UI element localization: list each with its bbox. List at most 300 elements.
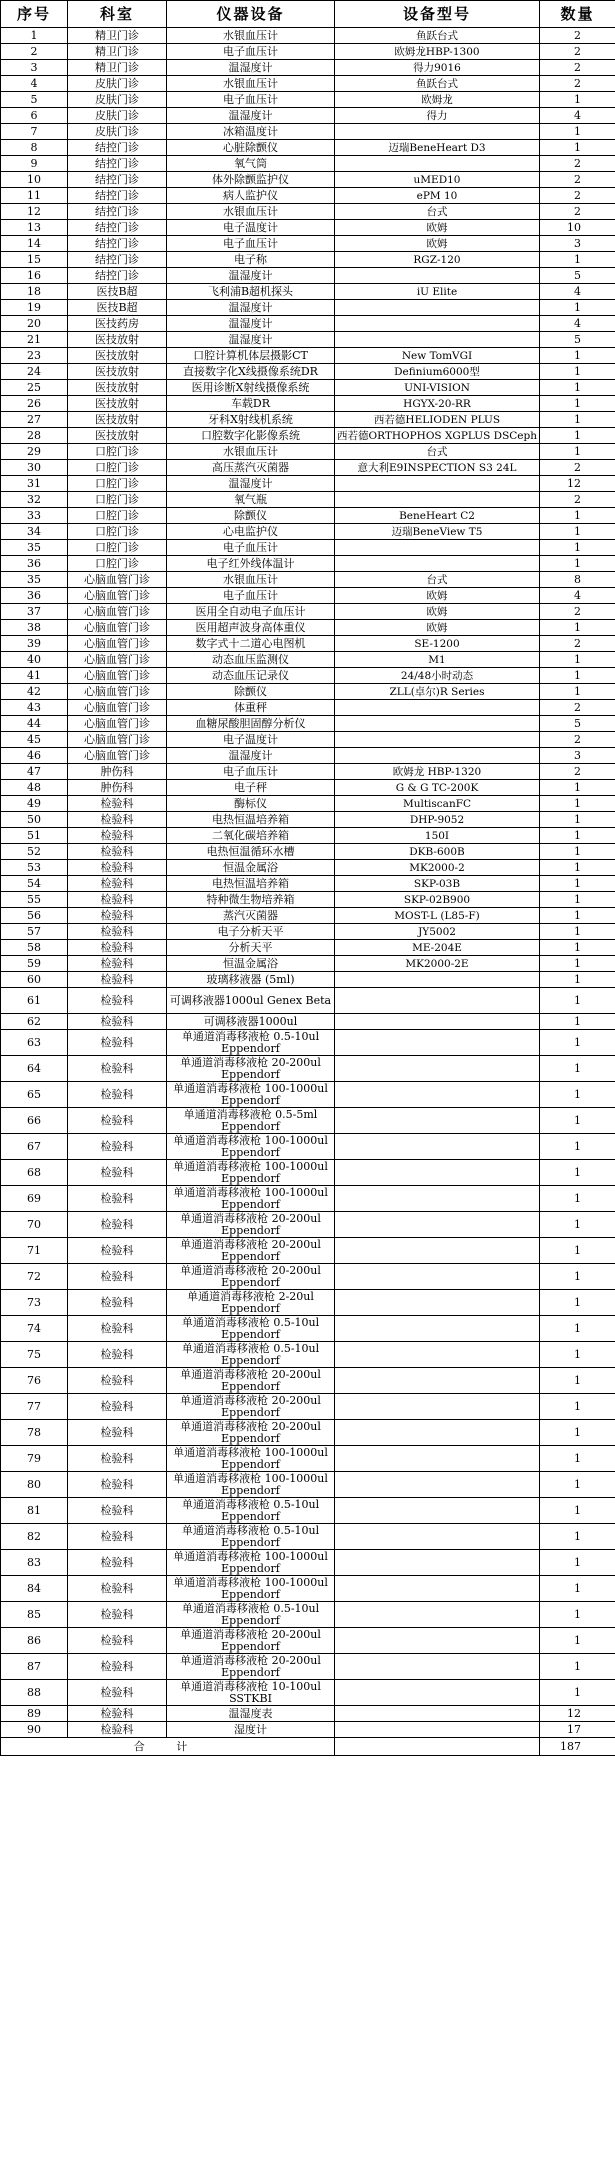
row-device: 温湿度计 (167, 748, 335, 764)
row-dept: 检验科 (68, 1498, 167, 1524)
row-dept: 口腔门诊 (68, 540, 167, 556)
row-no: 18 (1, 284, 68, 300)
row-dept: 检验科 (68, 940, 167, 956)
row-device: 体外除颤监护仪 (167, 172, 335, 188)
row-dept: 医技放射 (68, 348, 167, 364)
row-model (335, 1342, 540, 1368)
table-row (1, 780, 615, 796)
row-model: 欧姆龙 HBP-1320 (335, 764, 540, 780)
row-no: 74 (1, 1316, 68, 1342)
row-dept: 检验科 (68, 1368, 167, 1394)
table-row (1, 668, 615, 684)
row-device: 电子秤 (167, 780, 335, 796)
row-device: 电子温度计 (167, 732, 335, 748)
row-no: 59 (1, 956, 68, 972)
row-device: 单通道消毒移液枪 20-200ul Eppendorf (167, 1264, 335, 1290)
row-device: 单通道消毒移液枪 2-20ul Eppendorf (167, 1290, 335, 1316)
row-model: M1 (335, 652, 540, 668)
row-no: 77 (1, 1394, 68, 1420)
table-row (1, 28, 615, 44)
row-device: 单通道消毒移液枪 20-200ul Eppendorf (167, 1212, 335, 1238)
row-qty: 2 (540, 44, 615, 60)
row-dept: 检验科 (68, 1576, 167, 1602)
row-dept: 结控门诊 (68, 236, 167, 252)
row-device: 单通道消毒移液枪 100-1000ul Eppendorf (167, 1082, 335, 1108)
row-model: 欧姆龙 (335, 92, 540, 108)
row-no: 47 (1, 764, 68, 780)
row-no: 33 (1, 508, 68, 524)
row-dept: 检验科 (68, 908, 167, 924)
row-qty: 4 (540, 284, 615, 300)
row-no: 26 (1, 396, 68, 412)
row-no: 60 (1, 972, 68, 988)
row-model: DHP-9052 (335, 812, 540, 828)
row-model (335, 1446, 540, 1472)
row-model (335, 1628, 540, 1654)
row-no: 50 (1, 812, 68, 828)
row-qty: 2 (540, 60, 615, 76)
row-no: 88 (1, 1680, 68, 1706)
row-model: HGYX-20-RR (335, 396, 540, 412)
row-device: 动态血压记录仪 (167, 668, 335, 684)
row-no: 80 (1, 1472, 68, 1498)
row-dept: 结控门诊 (68, 252, 167, 268)
table-row (1, 876, 615, 892)
row-no: 23 (1, 348, 68, 364)
row-qty: 1 (540, 124, 615, 140)
row-dept: 心脑血管门诊 (68, 620, 167, 636)
row-qty: 1 (540, 524, 615, 540)
total-spacer (335, 1738, 540, 1756)
row-device: 冰箱温度计 (167, 124, 335, 140)
row-qty: 1 (540, 844, 615, 860)
row-no: 29 (1, 444, 68, 460)
row-no: 55 (1, 892, 68, 908)
row-no: 51 (1, 828, 68, 844)
row-device: 恒温金属浴 (167, 860, 335, 876)
row-model: 150I (335, 828, 540, 844)
row-model (335, 268, 540, 284)
row-model (335, 316, 540, 332)
row-model (335, 1316, 540, 1342)
row-no: 49 (1, 796, 68, 812)
row-dept: 检验科 (68, 1342, 167, 1368)
row-model: uMED10 (335, 172, 540, 188)
row-device: 可调移液器1000ul Genex Beta (167, 988, 335, 1014)
row-model: JY5002 (335, 924, 540, 940)
row-qty: 1 (540, 364, 615, 380)
row-dept: 检验科 (68, 1722, 167, 1738)
row-device: 心电监护仪 (167, 524, 335, 540)
table-row (1, 556, 615, 572)
table-row (1, 524, 615, 540)
row-no: 8 (1, 140, 68, 156)
row-dept: 检验科 (68, 924, 167, 940)
row-device: 电子血压计 (167, 540, 335, 556)
row-no: 19 (1, 300, 68, 316)
row-dept: 结控门诊 (68, 172, 167, 188)
row-model: New TomVGI (335, 348, 540, 364)
row-dept: 心脑血管门诊 (68, 652, 167, 668)
row-dept: 结控门诊 (68, 204, 167, 220)
row-model: SKP-03B (335, 876, 540, 892)
row-no: 81 (1, 1498, 68, 1524)
row-qty: 1 (540, 348, 615, 364)
row-no: 21 (1, 332, 68, 348)
row-device: 除颤仪 (167, 684, 335, 700)
row-qty: 1 (540, 780, 615, 796)
row-model: 欧姆 (335, 588, 540, 604)
table-row (1, 156, 615, 172)
row-model (335, 1134, 540, 1160)
row-model: 台式 (335, 204, 540, 220)
table-row (1, 332, 615, 348)
row-model (335, 1056, 540, 1082)
table-row (1, 940, 615, 956)
row-no: 83 (1, 1550, 68, 1576)
row-device: 温湿度计 (167, 316, 335, 332)
table-row (1, 1082, 615, 1108)
row-dept: 心脑血管门诊 (68, 716, 167, 732)
row-qty: 1 (540, 300, 615, 316)
row-qty: 1 (540, 1394, 615, 1420)
row-qty: 1 (540, 396, 615, 412)
row-device: 电子红外线体温计 (167, 556, 335, 572)
row-model: MOST-L (L85-F) (335, 908, 540, 924)
row-qty: 1 (540, 860, 615, 876)
row-model (335, 716, 540, 732)
row-qty: 1 (540, 652, 615, 668)
row-no: 90 (1, 1722, 68, 1738)
row-no: 86 (1, 1628, 68, 1654)
row-model (335, 1394, 540, 1420)
row-qty: 1 (540, 1576, 615, 1602)
table-body (1, 28, 615, 1738)
row-no: 67 (1, 1134, 68, 1160)
row-no: 30 (1, 460, 68, 476)
row-no: 37 (1, 604, 68, 620)
table-row (1, 540, 615, 556)
row-dept: 精卫门诊 (68, 60, 167, 76)
row-qty: 1 (540, 1498, 615, 1524)
row-dept: 检验科 (68, 1014, 167, 1030)
row-no: 71 (1, 1238, 68, 1264)
row-qty: 1 (540, 1524, 615, 1550)
row-model (335, 476, 540, 492)
row-dept: 检验科 (68, 1706, 167, 1722)
total-row (1, 1738, 615, 1756)
table-row (1, 60, 615, 76)
row-model: RGZ-120 (335, 252, 540, 268)
row-dept: 结控门诊 (68, 140, 167, 156)
table-row (1, 652, 615, 668)
row-dept: 检验科 (68, 844, 167, 860)
row-no: 75 (1, 1342, 68, 1368)
row-qty: 1 (540, 940, 615, 956)
row-no: 7 (1, 124, 68, 140)
row-qty: 1 (540, 140, 615, 156)
row-dept: 口腔门诊 (68, 508, 167, 524)
table-row (1, 1394, 615, 1420)
row-qty: 1 (540, 508, 615, 524)
row-dept: 肿伤科 (68, 780, 167, 796)
row-no: 64 (1, 1056, 68, 1082)
row-dept: 结控门诊 (68, 188, 167, 204)
row-qty: 2 (540, 188, 615, 204)
row-device: 电子血压计 (167, 44, 335, 60)
row-dept: 精卫门诊 (68, 44, 167, 60)
table-row (1, 364, 615, 380)
row-qty: 1 (540, 444, 615, 460)
table-row (1, 508, 615, 524)
table-row (1, 1134, 615, 1160)
row-dept: 检验科 (68, 1602, 167, 1628)
row-dept: 口腔门诊 (68, 556, 167, 572)
row-qty: 1 (540, 1030, 615, 1056)
table-row (1, 188, 615, 204)
row-dept: 检验科 (68, 1524, 167, 1550)
row-qty: 1 (540, 1160, 615, 1186)
row-model: 欧姆 (335, 604, 540, 620)
row-model: ZLL(卓尔)R Series (335, 684, 540, 700)
row-device: 飞利浦B超机探头 (167, 284, 335, 300)
row-device: 体重秤 (167, 700, 335, 716)
row-no: 54 (1, 876, 68, 892)
table-row (1, 252, 615, 268)
row-device: 单通道消毒移液枪 0.5-10ul Eppendorf (167, 1602, 335, 1628)
row-device: 单通道消毒移液枪 20-200ul Eppendorf (167, 1056, 335, 1082)
row-model (335, 732, 540, 748)
row-model: 台式 (335, 572, 540, 588)
row-model (335, 1014, 540, 1030)
row-dept: 心脑血管门诊 (68, 604, 167, 620)
row-model (335, 1498, 540, 1524)
row-model (335, 1160, 540, 1186)
row-qty: 2 (540, 204, 615, 220)
row-device: 单通道消毒移液枪 20-200ul Eppendorf (167, 1628, 335, 1654)
row-dept: 心脑血管门诊 (68, 748, 167, 764)
row-model: 24/48小时动态 (335, 668, 540, 684)
row-model (335, 1722, 540, 1738)
table-row (1, 316, 615, 332)
row-qty: 2 (540, 460, 615, 476)
table-row (1, 1420, 615, 1446)
row-no: 35 (1, 540, 68, 556)
row-no: 87 (1, 1654, 68, 1680)
row-dept: 检验科 (68, 1056, 167, 1082)
row-no: 16 (1, 268, 68, 284)
table-row (1, 1368, 615, 1394)
row-no: 65 (1, 1082, 68, 1108)
row-dept: 检验科 (68, 1134, 167, 1160)
row-model: MultiscanFC (335, 796, 540, 812)
row-dept: 检验科 (68, 796, 167, 812)
table-row (1, 732, 615, 748)
row-qty: 2 (540, 76, 615, 92)
row-dept: 检验科 (68, 988, 167, 1014)
table-row (1, 428, 615, 444)
row-no: 89 (1, 1706, 68, 1722)
row-dept: 皮肤门诊 (68, 124, 167, 140)
row-no: 68 (1, 1160, 68, 1186)
table-row (1, 1186, 615, 1212)
row-device: 单通道消毒移液枪 100-1000ul Eppendorf (167, 1134, 335, 1160)
row-qty: 1 (540, 252, 615, 268)
row-qty: 1 (540, 1368, 615, 1394)
table-row (1, 300, 615, 316)
row-dept: 口腔门诊 (68, 444, 167, 460)
row-no: 40 (1, 652, 68, 668)
table-row (1, 204, 615, 220)
row-qty: 2 (540, 764, 615, 780)
row-dept: 口腔门诊 (68, 476, 167, 492)
row-qty: 1 (540, 556, 615, 572)
row-qty: 2 (540, 492, 615, 508)
table-row (1, 684, 615, 700)
row-qty: 2 (540, 156, 615, 172)
table-row (1, 92, 615, 108)
row-device: 单通道消毒移液枪 100-1000ul Eppendorf (167, 1186, 335, 1212)
row-dept: 检验科 (68, 1264, 167, 1290)
table-row (1, 1056, 615, 1082)
row-dept: 检验科 (68, 1082, 167, 1108)
row-dept: 检验科 (68, 1238, 167, 1264)
row-qty: 1 (540, 1550, 615, 1576)
row-model (335, 156, 540, 172)
row-dept: 医技B超 (68, 284, 167, 300)
row-device: 口腔计算机体层摄影CT (167, 348, 335, 364)
row-qty: 8 (540, 572, 615, 588)
row-dept: 检验科 (68, 876, 167, 892)
row-qty: 1 (540, 988, 615, 1014)
row-no: 45 (1, 732, 68, 748)
row-no: 79 (1, 1446, 68, 1472)
row-dept: 皮肤门诊 (68, 76, 167, 92)
row-no: 11 (1, 188, 68, 204)
row-device: 电子血压计 (167, 588, 335, 604)
row-qty: 3 (540, 236, 615, 252)
row-no: 78 (1, 1420, 68, 1446)
row-model (335, 1706, 540, 1722)
row-qty: 1 (540, 796, 615, 812)
row-model: 台式 (335, 444, 540, 460)
row-dept: 心脑血管门诊 (68, 588, 167, 604)
table-row (1, 860, 615, 876)
row-model: BeneHeart C2 (335, 508, 540, 524)
row-device: 温湿度计 (167, 60, 335, 76)
row-qty: 1 (540, 428, 615, 444)
row-device: 氧气筒 (167, 156, 335, 172)
row-model: 西若德ORTHOPHOS XGPLUS DSCeph (335, 428, 540, 444)
row-dept: 检验科 (68, 1108, 167, 1134)
row-dept: 心脑血管门诊 (68, 684, 167, 700)
row-dept: 皮肤门诊 (68, 108, 167, 124)
row-dept: 检验科 (68, 1316, 167, 1342)
row-qty: 1 (540, 876, 615, 892)
row-dept: 检验科 (68, 1446, 167, 1472)
table-row (1, 956, 615, 972)
row-device: 电热恒温培养箱 (167, 876, 335, 892)
row-no: 28 (1, 428, 68, 444)
row-device: 单通道消毒移液枪 0.5-5ml Eppendorf (167, 1108, 335, 1134)
row-dept: 口腔门诊 (68, 492, 167, 508)
row-no: 70 (1, 1212, 68, 1238)
header-row (1, 1, 615, 28)
row-qty: 1 (540, 92, 615, 108)
table-row (1, 1602, 615, 1628)
row-dept: 检验科 (68, 1212, 167, 1238)
row-model: 欧姆 (335, 620, 540, 636)
table-row (1, 460, 615, 476)
row-qty: 1 (540, 668, 615, 684)
row-qty: 1 (540, 620, 615, 636)
row-model (335, 1082, 540, 1108)
table-row (1, 1628, 615, 1654)
row-no: 1 (1, 28, 68, 44)
row-qty: 1 (540, 1186, 615, 1212)
row-no: 62 (1, 1014, 68, 1030)
row-device: 酶标仪 (167, 796, 335, 812)
row-model (335, 1108, 540, 1134)
row-device: 单通道消毒移液枪 0.5-10ul Eppendorf (167, 1342, 335, 1368)
row-qty: 1 (540, 956, 615, 972)
header-model: 设备型号 (335, 1, 540, 28)
row-qty: 1 (540, 1238, 615, 1264)
row-dept: 结控门诊 (68, 220, 167, 236)
table-row (1, 588, 615, 604)
row-device: 数字式十二道心电图机 (167, 636, 335, 652)
row-qty: 2 (540, 172, 615, 188)
total-value: 187 (540, 1738, 615, 1756)
row-no: 41 (1, 668, 68, 684)
row-model: MK2000-2E (335, 956, 540, 972)
row-qty: 2 (540, 28, 615, 44)
row-qty: 1 (540, 1056, 615, 1082)
row-model (335, 1472, 540, 1498)
table-row (1, 1316, 615, 1342)
row-qty: 1 (540, 1014, 615, 1030)
row-qty: 1 (540, 1290, 615, 1316)
row-device: 特种微生物培养箱 (167, 892, 335, 908)
row-no: 34 (1, 524, 68, 540)
table-row (1, 396, 615, 412)
row-device: 单通道消毒移液枪 100-1000ul Eppendorf (167, 1550, 335, 1576)
row-no: 42 (1, 684, 68, 700)
row-device: 单通道消毒移液枪 100-1000ul Eppendorf (167, 1472, 335, 1498)
row-dept: 医技放射 (68, 380, 167, 396)
table-row (1, 892, 615, 908)
row-model: G & G TC-200K (335, 780, 540, 796)
row-model (335, 1680, 540, 1706)
row-no: 57 (1, 924, 68, 940)
row-model: 西若德HELIODEN PLUS (335, 412, 540, 428)
row-no: 4 (1, 76, 68, 92)
row-model (335, 748, 540, 764)
row-dept: 心脑血管门诊 (68, 572, 167, 588)
row-model: SE-1200 (335, 636, 540, 652)
row-model (335, 124, 540, 140)
table-row (1, 812, 615, 828)
row-no: 44 (1, 716, 68, 732)
row-model: 欧姆 (335, 236, 540, 252)
row-no: 3 (1, 60, 68, 76)
row-model (335, 332, 540, 348)
table-row (1, 1654, 615, 1680)
row-qty: 5 (540, 332, 615, 348)
row-qty: 3 (540, 748, 615, 764)
row-qty: 1 (540, 1654, 615, 1680)
row-no: 56 (1, 908, 68, 924)
